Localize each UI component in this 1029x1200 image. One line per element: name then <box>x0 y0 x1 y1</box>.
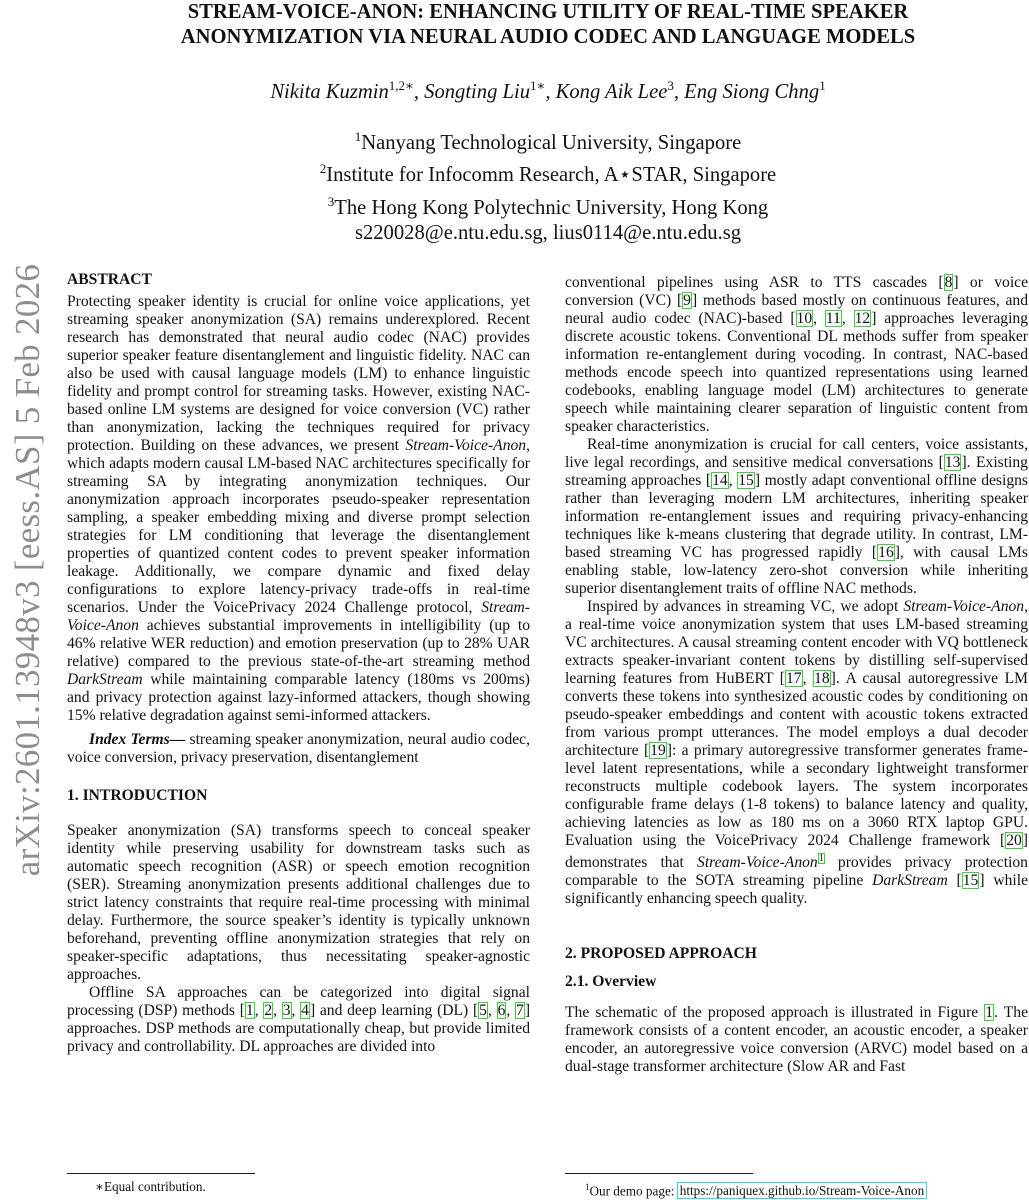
citation-link[interactable]: 5 <box>479 1002 487 1019</box>
system-name: Stream-Voice-Anon <box>697 854 818 872</box>
footnote-mark: 1 <box>585 1182 590 1192</box>
text-part: ] or voice conversion (VC) [ <box>565 274 1029 309</box>
citation-link[interactable]: 6 <box>497 1002 506 1019</box>
right-column <box>565 274 1028 1076</box>
citation-link[interactable]: 19 <box>650 742 666 759</box>
affiliation-3 <box>60 189 1029 221</box>
footnote-rule-left <box>67 1173 255 1174</box>
text-part: ] while significantly enhancing speech quality. <box>565 872 1028 908</box>
demo-page-link[interactable]: https://paniquex.github.io/Stream-Voice-Anon <box>679 1183 925 1199</box>
index-terms-label: Index Terms— <box>89 731 186 748</box>
page-title <box>60 0 1029 50</box>
text-part: Offline SA approaches can be categorized into digital signal processing (DSP) methods [ <box>67 984 530 1019</box>
text-part: ]. A causal autoregressive LM converts these tokens into synthesized acoustic codes by conditioning on pseudo-speaker embeddings and content with acoustic tokens extracted from various prompt utterances. The model employs a dual decoder architecture [ <box>565 670 1029 759</box>
text-part: ] methods based mostly on continuous features, and neural audio codec (NAC)-based [ <box>565 292 1028 327</box>
emails: s220028@e.ntu.edu.sg, lius0114@e.ntu.edu.sg <box>354 222 742 245</box>
citation-link[interactable]: 3 <box>282 1002 291 1019</box>
intro-paragraph-2: Offline SA approaches can be categorized into digital signal processing (DSP) methods [1, 2, 3, 4] and deep learning (DL) [5, 6, 7] approaches. DSP methods are computationally cheap, but provide limited privacy and controllability. DL approaches are divided into <box>67 984 531 1055</box>
citation-link[interactable]: 18 <box>814 670 830 687</box>
affiliations <box>60 124 1029 247</box>
index-terms <box>67 731 530 767</box>
intro-heading: 1. INTRODUCTION <box>67 787 208 804</box>
right-paragraph-2: Real-time anonymization is crucial for call centers, voice assistants, live legal recordings, and sensitive medical conversations [13]. Existing streaming approaches [14, 15] mostly adapt conventional offline designs rather than leveraging modern LM architectures, inheriting speaker information re-entanglement issues and requiring privacy-enhancing techniques like k-means clustering that degrade utility. In contrast, LM-based streaming VC has progressed rapidly [16], with causal LMs enabling stable, low-latency zero-shot conversion while inheriting superior disentanglement traits of offline NAC methods. <box>565 436 1028 597</box>
text-part: ] approaches. DSP methods are computationally cheap, but provide limited privacy and controllability. DL approaches are divided into <box>67 1002 531 1055</box>
text-part: ], with causal LMs enabling stable, low-latency zero-shot conversion while inheriting superior disentanglement traits of offline NAC methods. <box>565 544 1028 597</box>
text-part: ]. Existing streaming approaches [ <box>565 454 1028 489</box>
citation-link[interactable]: 14 <box>712 472 728 489</box>
abstract-part: achieves substantial improvements in intelligibility (up to 46% relative WER reduction) and emotion preservation (up to 28% UAR relative) compared to the previous state-of-the-art streaming method <box>67 617 530 670</box>
citation-link[interactable]: 8 <box>944 274 953 291</box>
affil-text: The Hong Kong Polytechnic University, Hong Kong <box>334 196 769 219</box>
text-part: conventional pipelines using ASR to TTS cascades [ <box>565 274 944 291</box>
intro-paragraph-1: Speaker anonymization (SA) transforms speech to conceal speaker identity while preserving usability for downstream tasks such as automatic speech recognition (ASR) or speech emotion recognition (SER). Streaming anonymization presents additional challenges due to strict latency constraints that require real-time processing with minimal delay. Furthermore, the source speaker’s identity is typically unknown beforehand, preventing offline anonymization strategies that rely on speaker-specific adaptations, thus necessitating speaker-agnostic approaches. <box>67 822 530 983</box>
citation-link[interactable]: 16 <box>878 544 894 561</box>
text-part: [ <box>947 872 962 890</box>
author-name: Eng Siong Chng <box>684 80 820 103</box>
author-marks: 1∗ <box>530 78 546 93</box>
arxiv-stamp <box>6 232 50 908</box>
citation-link[interactable]: 9 <box>683 292 691 309</box>
citation-link[interactable]: 4 <box>301 1002 309 1019</box>
citation-link[interactable]: 2 <box>264 1002 273 1019</box>
author-marks: 1,2∗ <box>388 78 414 93</box>
overview-paragraph <box>565 1004 1028 1076</box>
text-part: ] demonstrates that <box>565 832 1028 872</box>
affiliation-1 <box>60 124 1029 156</box>
subsection-2-1-heading: 2.1. Overview <box>565 973 657 991</box>
text-part: Real-time anonymization is crucial for call centers, voice assistants, live legal recordings, and sensitive medical conversations [ <box>565 436 1028 471</box>
text-part: ] and deep learning (DL) [ <box>309 1002 479 1019</box>
baseline-name: DarkStream <box>872 872 948 890</box>
affil-text: Nanyang Technological University, Singapore <box>361 131 742 154</box>
footnote-rule-right <box>565 1173 753 1174</box>
text-part: , a real-time voice anonymization system that uses LM-based streaming VC architectures. A causal streaming content encoder with VQ bottleneck extracts speaker-invariant content tokens by distilling self-supervised learning features from HuBERT [ <box>565 598 1028 687</box>
citation-link[interactable]: 15 <box>962 872 979 890</box>
text-part: Inspired by advances in streaming VC, we adopt <box>587 598 904 615</box>
author-marks: 1 <box>819 78 826 93</box>
system-name: Stream-Voice-Anon <box>405 437 527 454</box>
arxiv-id: arXiv:2601.13948v3 [eess.AS] 5 Feb 2026 <box>8 263 47 877</box>
citation-link[interactable]: 11 <box>825 310 841 327</box>
author-name: Nikita Kuzmin <box>270 80 389 103</box>
left-column <box>67 271 530 1056</box>
citation-link[interactable]: 1 <box>245 1002 254 1019</box>
text-part: provides privacy protection comparable to the SOTA streaming pipeline <box>565 854 1028 890</box>
abstract-heading: ABSTRACT <box>67 271 152 288</box>
citation-link[interactable]: 15 <box>738 472 754 489</box>
citation-link[interactable]: 13 <box>944 454 961 471</box>
affil-mark: 1 <box>354 129 362 144</box>
text-part: The schematic of the proposed approach is illustrated in Figure <box>565 1004 985 1022</box>
text-part: ] mostly adapt conventional offline designs rather than leveraging modern LM architectures, inheriting speaker information re-entanglement issues and requiring privacy-enhancing techniques like k-means clustering that degrade utility. In contrast, LM-based streaming VC has progressed rapidly [ <box>565 472 1028 561</box>
abstract-part: , which adapts modern causal LM-based NAC architectures specifically for streaming SA by integrating anonymization techniques. Our anonymization approach incorporates pseudo-speaker representation sampling, a speaker embedding mixing and diverse prompt selection strategies for LM conditioning that leverage the disentanglement properties of quantized content codes to prevent speaker information leakage. Additionally, we compare dynamic and fixed delay configurations to explore latency-privacy trade-offs in real-time scenarios. Under the VoicePrivacy 2024 Challenge protocol, <box>67 437 530 616</box>
title-line-1: STREAM-VOICE-ANON: ENHANCING UTILITY OF REAL-TIME SPEAKER <box>187 1 909 23</box>
affil-text: Institute for Infocomm Research, A⋆STAR, Singapore <box>326 164 777 187</box>
abstract-part: while maintaining comparable latency (180ms vs 200ms) and privacy protection against lazy-informed attackers, though showing 15% relative degradation against semi-informed attackers. <box>67 671 530 724</box>
author-marks: 3 <box>667 78 674 93</box>
abstract-part: Protecting speaker identity is crucial for online voice applications, yet streaming speaker anonymization (SA) remains underexplored. Recent research has demonstrated that neural audio codec (NAC) provides superior speaker feature disentanglement and linguistic fidelity. NAC can also be used with causal language models (LM) to enhance linguistic fidelity and prompt control for streaming tasks. However, existing NAC-based online LM systems are designed for voice conversion (VC) rather than anonymization, lacking the techniques required for privacy protection. Building on these advances, we present <box>67 293 530 454</box>
section-2-heading: 2. PROPOSED APPROACH <box>565 945 757 963</box>
citation-link[interactable]: 20 <box>1006 832 1022 849</box>
citation-link[interactable]: 10 <box>796 310 813 327</box>
footnote-equal-contribution: ∗Equal contribution. <box>95 1179 206 1194</box>
title-line-2: ANONYMIZATION VIA NEURAL AUDIO CODEC AND LANGUAGE MODELS <box>180 26 916 48</box>
affil-mark: 3 <box>327 193 335 209</box>
citation-link[interactable]: 12 <box>854 310 871 327</box>
author-list: Nikita Kuzmin$^{1,2∗}$, Songting Liu$^{1∗}$, Kong Aik Lee$^3$, Eng Siong Chng$^1$ <box>270 78 826 103</box>
footnote-text: Our demo page: <box>589 1183 678 1199</box>
system-name: Stream-Voice-Anon <box>903 598 1025 615</box>
author-name: Kong Aik Lee <box>555 80 668 103</box>
citation-link[interactable]: 7 <box>516 1002 524 1019</box>
right-paragraph-1: conventional pipelines using ASR to TTS cascades [8] or voice conversion (VC) [9] methods based mostly on continuous features, and neural audio codec (NAC)-based [10, 11, 12] approaches leveraging discrete acoustic tokens. Conventional DL methods suffer from speaker information re-entanglement during vocoding. In contrast, NAC-based methods encode speech into quantized representations using learned codebooks, enabling language model (LM) architectures to generate speech while maintaining clearer separation of linguistic content from speaker characteristics. <box>565 274 1029 435</box>
author-name: Songting Liu <box>424 80 530 103</box>
affil-mark: 2 <box>319 161 327 177</box>
system-name: Stream-Voice-Anon <box>67 599 530 634</box>
baseline-name: DarkStream <box>67 671 143 688</box>
footnote-ref-link[interactable]: 1 <box>818 853 824 864</box>
figure-link[interactable]: 1 <box>985 1004 994 1022</box>
footnote-demo-page <box>585 1179 926 1199</box>
text-part: . The framework consists of a content encoder, an acoustic encoder, a speaker encoder, an autoregressive voice conversion (ARVC) model based on a dual-stage transformer architecture (Slow AR and Fast <box>565 1004 1028 1076</box>
abstract-text <box>67 293 530 725</box>
text-part: ] approaches leveraging discrete acoustic tokens. Conventional DL methods suffer from speaker information re-entanglement during vocoding. In contrast, NAC-based methods encode speech into quantized representations using learned codebooks, enabling language model (LM) architectures to generate speech while maintaining clearer separation of linguistic content from speaker characteristics. <box>565 310 1028 435</box>
text-part: ]: a primary autoregressive transformer generates frame-level latent representations, while a secondary lightweight transformer reconstructs multiple codebook layers. The system incorporates configurable frame delays (1-8 tokens) to balance latency and quality, achieving latencies as low as 180 ms on a 3060 RTX laptop GPU. Evaluation using the VoicePrivacy 2024 Challenge framework [ <box>565 742 1028 849</box>
citation-link[interactable]: 17 <box>785 670 802 687</box>
right-paragraph-3: Inspired by advances in streaming VC, we adopt Stream-Voice-Anon, a real-time voice anonymization system that uses LM-based streaming VC architectures. A causal streaming content encoder with VQ bottleneck extracts speaker-invariant content tokens by distilling self-supervised learning features from HuBERT [17, 18]. A causal autoregressive LM converts these tokens into synthesized acoustic codes by conditioning on pseudo-speaker embeddings and content with acoustic tokens extracted from various prompt utterances. The model employs a dual decoder architecture [19]: a primary autoregressive transformer generates frame-level latent representations, while a secondary lightweight transformer reconstructs multiple codebook layers. The system incorporates configurable frame delays (1-8 tokens) to balance latency and quality, achieving latencies as low as 180 ms on a 3060 RTX laptop GPU. Evaluation using the VoicePrivacy 2024 Challenge framework [20] demonstrates that Stream-Voice-Anon$^1$ provides privacy protection comparable to the SOTA streaming pipeline DarkStream [15] while significantly enhancing speech quality. <box>565 598 1029 908</box>
index-terms-text: streaming speaker anonymization, neural audio codec, voice conversion, privacy preservation, disentanglement <box>67 731 531 766</box>
affiliation-2 <box>60 156 1029 188</box>
